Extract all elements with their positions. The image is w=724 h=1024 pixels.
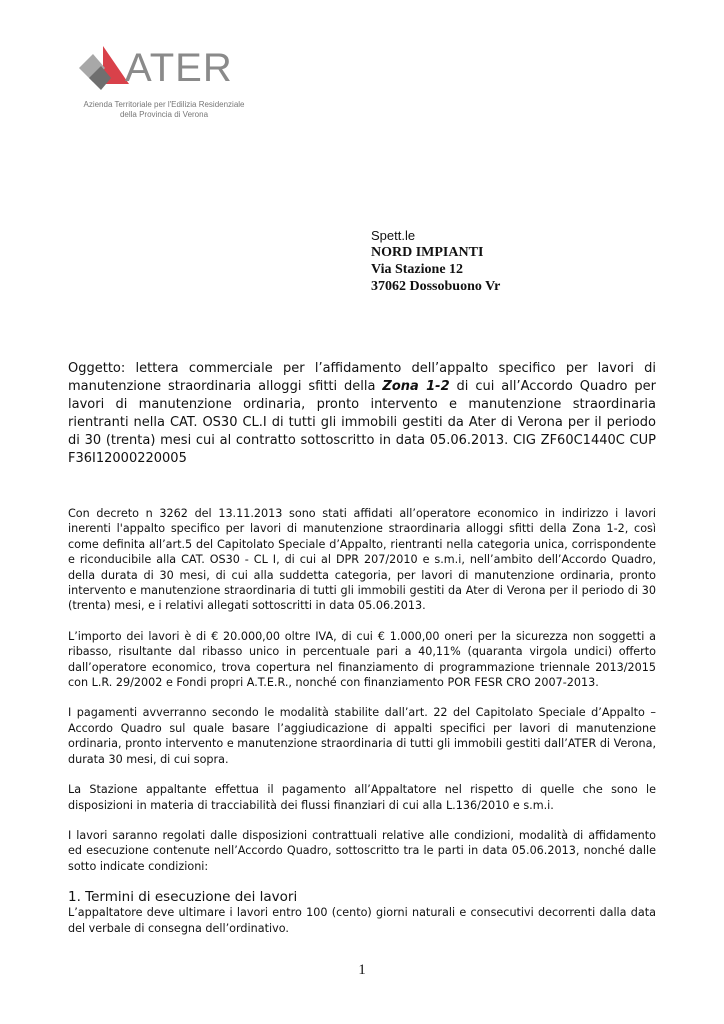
body-paragraph-payments: I pagamenti avverranno secondo le modalità stabilite dall’art. 22 del Capitolato Speciale d’Appalto – Accordo Quadro sul quale basare l’aggiudicazione di appalti specifici per lavori di manutenzione ordinaria, pronto intervento e manutenzione straordinaria di tutti gli immobili gestiti dall’ATER di Verona, durata 30 mesi, di cui sopra.	[68, 706, 656, 766]
logo-name: ATER	[125, 46, 233, 90]
logo-tagline-line2: della Provincia di Verona	[119, 110, 209, 119]
body-paragraph-conditions: I lavori saranno regolati dalle disposizioni contrattuali relative alle condizioni, modalità di affidamento ed esecuzione contenute nell’Accordo Quadro, sottoscritto tra le parti in data 05.06.2013, nonché dalle sotto indicate condizioni:	[68, 828, 656, 873]
subject-paragraph	[68, 360, 656, 468]
subject-text-part2: di cui all’Accordo Quadro per lavori di manutenzione ordinaria, pronto intervento e manutenzione straordinaria rientranti nella CAT. OS30 CL.I di tutti gli immobili gestiti da Ater di Verona per il periodo di 30 (trenta) mesi cui al contratto sottoscritto in data 05.06.2013. CIG ZF60C1440C CUP F36I12000220005	[68, 379, 656, 466]
subject-text-part1: Oggetto: lettera commerciale per l’affidamento dell’appalto specifico per lavori di manutenzione straordinaria alloggi sfitti della	[68, 361, 656, 394]
address-street: Via Stazione 12	[371, 262, 464, 277]
body-paragraph-amount: L’importo dei lavori è di € 20.000,00 oltre IVA, di cui € 1.000,00 oneri per la sicurezza non soggetti a ribasso, risultante dal ribasso unico in percentuale pari a 40,11% (quaranta virgola undici) offerto dall’operatore economico, trova copertura nel finanziamento di programmazione triennale 2013/2015 con L.R. 29/2002 e Fondi propri A.T.E.R., nonché con finanziamento POR FESR CRO 2007-2013.	[68, 629, 656, 690]
address-salutation: Spett.le	[371, 228, 416, 243]
recipient-address	[371, 227, 500, 295]
logo-tagline-line1: Azienda Territoriale per l'Edilizia Residenziale	[83, 100, 245, 109]
subject-zone: Zona 1-2	[382, 379, 450, 394]
body-paragraph-traceability: La Stazione appaltante effettua il pagamento all’Appaltatore nel rispetto di quelle che sono le disposizioni in materia di tracciabilità dei flussi finanziari di cui alla L.136/2010 e s.m.i.	[68, 783, 656, 812]
ater-logo	[75, 44, 255, 126]
address-city: 37062 Dossobuono Vr	[371, 279, 501, 294]
body-paragraph-decree: Con decreto n 3262 del 13.11.2013 sono stati affidati all’operatore economico in indirizzo i lavori inerenti l'appalto specifico per lavori di manutenzione straordinaria alloggi sfitti della Zona 1-2, così come definita all’art.5 del Capitolato Speciale d’Appalto, rientranti nella categoria unica, corrispondente e riconducibile alla CAT. OS30 - CL I, di cui al DPR 207/2010 e s.m.i, nell’ambito dell’Accordo Quadro, della durata di 30 mesi, di cui alla suddetta categoria, per lavori di manutenzione ordinaria, pronto intervento e manutenzione straordinaria di tutti gli immobili gestiti da Ater di Verona per il periodo di 30 (trenta) mesi, e i relativi allegati sottoscritti in data 05.06.2013.	[68, 507, 656, 613]
address-company: NORD IMPIANTI	[371, 245, 484, 260]
letter-body	[68, 506, 656, 936]
page-number: 1	[358, 962, 366, 978]
ater-logo-mark-icon	[75, 44, 131, 92]
logo-tagline	[79, 100, 249, 120]
section-heading-terms: 1. Termini di esecuzione dei lavori	[68, 889, 298, 906]
section-text-terms: L’appaltatore deve ultimare i lavori entro 100 (cento) giorni naturali e consecutivi decorrenti dalla data del verbale di consegna dell’ordinativo.	[68, 906, 656, 935]
